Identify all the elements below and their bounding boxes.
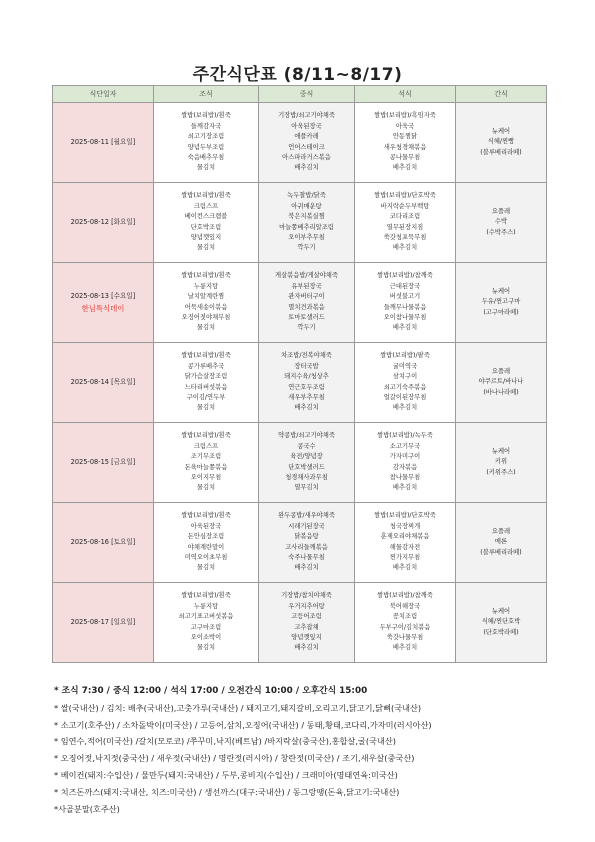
dinner-item: 쌀밥(보리밥)/녹두죽 [377,432,433,440]
lunch-item: 시래기된장국 [288,522,325,530]
snack-item: (수박주스) [486,228,516,236]
dinner-item: 들깨무나물볶음 [383,303,427,311]
snack-item: 뉴케어 [491,447,511,455]
breakfast-item: 닭가슴살장조림 [184,373,228,381]
snack-cell [456,583,547,663]
lunch-item: 아귀매운탕 [291,202,322,210]
page-title: 주간식단표 (8/11~8/17) [192,65,403,85]
snack-item: 키위 [494,458,508,466]
dinner-item: 참나물무침 [389,473,421,481]
header-lunch: 중식 [259,86,355,103]
weekly-menu-table [52,85,547,663]
lunch-item: 고사리들깨볶음 [285,543,328,551]
dinner-item: 북어해장국 [389,602,421,610]
date-label: 2025-08-15 [금요일] [70,458,136,467]
table-body [53,103,547,663]
breakfast-item: 누룽지탕 [193,282,219,290]
breakfast-item: 쌀밥(보리밥)/흰죽 [181,352,231,360]
lunch-item: 배추김치 [294,644,319,652]
table-row [53,103,547,183]
lunch-item: 게살볶음밥/게살야채죽 [275,272,338,280]
dinner-cell [355,583,456,663]
lunch-item: 기장밥/쇠고기야채죽 [278,112,335,120]
snack-item: 요플레 [491,367,511,375]
date-label: 2025-08-17 [일요일] [70,618,136,627]
breakfast-item: 미역오이초무침 [184,553,228,561]
dinner-item: 쌀밥(보리밥)/단호박죽 [374,192,436,200]
lunch-item: 차조밥/전복야채죽 [281,352,332,360]
snack-item: (바나나라떼) [483,388,519,396]
snack-cell [456,103,547,183]
snack-item: 식혜/찐단호박 [481,618,521,626]
breakfast-item: 조기무조림 [190,453,222,461]
snack-item: (단호박라떼) [483,628,519,636]
date-cell [53,503,154,583]
dinner-item: 코다리조림 [389,213,421,221]
breakfast-item: 쌀밥(보리밥)/흰죽 [181,272,231,280]
breakfast-cell [154,183,259,263]
snack-cell [456,423,547,503]
breakfast-item: 숙음배추무침 [187,153,225,161]
lunch-cell [259,343,355,423]
dinner-item: 얼갈이된장무침 [383,393,427,401]
table-header-row [53,86,547,103]
date-label: 2025-08-13 [수요일] [70,291,136,300]
breakfast-item: 야채계란말이 [187,543,225,551]
dinner-item: 쌀밥(보리밥)/참깨죽 [377,592,433,600]
breakfast-item: 쌀밥(보리밥)/흰죽 [181,112,231,120]
dinner-item: 배추김치 [392,484,418,492]
dinner-cell [355,343,456,423]
special-day-note: 한님특식데이 [81,304,125,313]
snack-item: 두유/찐고구마 [481,298,521,306]
lunch-item: 깍두기 [297,324,316,332]
dinner-item: 해물감자전 [389,543,421,551]
breakfast-item: 쌀밥(보리밥)/흰죽 [181,432,231,440]
breakfast-item: 어묵새송이볶음 [184,303,228,311]
lunch-cell [259,103,355,183]
origin-line: *사골분말(호주산) [54,803,120,814]
lunch-item: 연근호두조림 [288,383,325,391]
breakfast-item: 오이소박이 [190,633,222,641]
date-cell [53,583,154,663]
dinner-item: 소고기무국 [389,442,421,450]
date-label: 2025-08-12 [화요일] [70,218,136,227]
lunch-cell [259,183,355,263]
breakfast-item: 콩가루배추국 [187,362,225,370]
breakfast-item: 아욱된장국 [190,522,222,530]
breakfast-item: 날치알계란찜 [187,293,225,301]
dinner-item: 가자미구이 [389,453,421,461]
snack-cell [456,343,547,423]
origin-line: * 쌀(국내산) / 김치: 배추(국내산),고춧가루(국내산) / 돼지고기,돼지갈비,오리고기,닭고기,닭뼈(국내산) [54,702,422,713]
breakfast-item: 물김치 [196,404,216,412]
snack-item: 요플레 [491,527,511,535]
dinner-item: 쌀밥(보리밥)/팥죽 [380,352,430,360]
breakfast-item: 크림스프 [193,202,219,210]
dinner-cell [355,183,456,263]
lunch-item: 관자버터구이 [288,293,325,301]
snack-item: 수박 [494,218,508,226]
dinner-item: 찐가지무침 [389,553,421,561]
lunch-item: 양념깻잎지 [291,633,322,641]
lunch-item: 돼지수육/청상추 [284,373,329,381]
table-row [53,423,547,503]
lunch-item: 마늘쫑베추리알조림 [279,223,334,231]
dinner-item: 배추김치 [392,324,418,332]
dinner-item: 오이참나물무침 [383,313,427,321]
date-label: 2025-08-11 [월요일] [70,138,136,147]
snack-cell [456,263,547,343]
table-row [53,343,547,423]
dinner-item: 안동찜닭 [392,133,418,141]
lunch-cell [259,263,355,343]
date-label: 2025-08-16 [토요일] [70,538,136,547]
origin-line: * 베이컨(돼지:수입산) / 물만두(돼지:국내산) / 두부,콩비지(수입산) / 크래미아(명태연육:미국산) [54,769,398,780]
origin-line: * 오징어젓,낙지젓(중국산) / 새우젓(국내산) / 명란젓(러시아) / 창란젓(미국산) / 조기,새우살(중국산) [54,753,415,764]
date-cell [53,423,154,503]
breakfast-item: 구이김/연두부 [186,393,226,401]
breakfast-cell [154,583,259,663]
dinner-item: 삼치구이 [392,373,418,381]
table-row [53,263,547,343]
snack-item: 메론 [494,538,508,546]
snack-cell [456,183,547,263]
lunch-item: 기장밥/참치야채죽 [281,592,332,600]
dinner-item: 쑥갓청포묵무침 [383,233,427,241]
breakfast-item: 쌀밥(보리밥)/흰죽 [181,512,231,520]
snack-item: 야쿠르트/바나나 [478,378,524,386]
date-label: 2025-08-14 [목요일] [70,378,136,387]
lunch-item: 유부된장국 [291,282,322,290]
lunch-item: 청경채사과무침 [285,473,328,481]
breakfast-cell [154,423,259,503]
snack-item: 식혜/찐빵 [487,138,515,146]
lunch-item: 토마토샐러드 [288,313,325,321]
breakfast-item: 누룽지탕 [193,602,219,610]
lunch-item: 오이부추무침 [288,233,325,241]
lunch-item: 깍두기 [297,244,316,252]
dinner-item: 쌀밥(보리밥)/단호박죽 [374,512,436,520]
lunch-item: 고추잡채 [294,623,319,631]
lunch-item: 우거지추어탕 [288,602,325,610]
snack-item: 뉴케어 [491,127,511,135]
breakfast-item: 돈육마늘쫑볶음 [184,463,228,471]
breakfast-item: 오징어젓야채무침 [181,313,231,321]
table-row [53,183,547,263]
snack-item: (키위주스) [486,468,516,476]
dinner-item: 근대된장국 [389,282,421,290]
breakfast-item: 고구마조림 [190,623,222,631]
dinner-item: 굴미역국 [392,362,418,370]
notes-section [54,683,574,817]
snack-item: 요플레 [491,207,511,215]
dinner-item: 쑥갓나물무침 [386,633,424,641]
dinner-item: 쇠고기숙주볶음 [383,383,427,391]
origin-info [54,700,574,818]
lunch-item: 언어스테이크 [288,143,325,151]
dinner-item: 쌀밥(보리밥)/참깨죽 [377,272,433,280]
dinner-item: 열무된장지짐 [386,223,424,231]
lunch-item: 배추김치 [294,404,319,412]
lunch-item: 열무김치 [294,484,319,492]
breakfast-item: 물김치 [196,324,216,332]
breakfast-item: 물김치 [196,564,216,572]
snack-item: (블루베리라떼) [480,548,522,556]
breakfast-item: 느타리버섯볶음 [184,383,228,391]
breakfast-item: 쌀밥(보리밥)/흰죽 [181,192,231,200]
dinner-cell [355,423,456,503]
breakfast-item: 들깨감자국 [190,122,222,130]
lunch-item: 아욱된장국 [291,122,322,130]
breakfast-item: 베이컨스크램블 [184,213,228,221]
dinner-item: 콩나물무침 [389,153,421,161]
lunch-item: 고등어조림 [291,613,322,621]
date-cell [53,183,154,263]
breakfast-item: 크림스프 [193,442,219,450]
header-date: 식단일자 [53,86,154,103]
breakfast-item: 물김치 [196,244,216,252]
snack-cell [456,503,547,583]
lunch-cell [259,503,355,583]
dinner-item: 청국장찌개 [389,522,421,530]
dinner-cell [355,103,456,183]
lunch-item: 장터국밥 [294,362,319,370]
breakfast-cell [154,263,259,343]
lunch-item: 배추김치 [294,564,319,572]
breakfast-item: 물김치 [196,164,216,172]
lunch-item: 북은지볶실찜 [288,213,325,221]
snack-item: 뉴케어 [491,607,511,615]
table-row [53,503,547,583]
lunch-item: 육전/양념장 [290,453,323,461]
dinner-cell [355,503,456,583]
dinner-cell [355,263,456,343]
dinner-item: 배추김치 [392,644,418,652]
dinner-item: 배추김치 [392,404,418,412]
dinner-item: 꽁치조림 [392,613,418,621]
header-dinner: 석식 [355,86,456,103]
lunch-item: 완두콩밥/새우야채죽 [278,512,335,520]
lunch-item: 새우부추무침 [288,393,325,401]
snack-item: (블루베리라떼) [480,148,522,156]
dinner-item: 아욱국 [395,122,415,130]
dinner-item: 배추김치 [392,244,418,252]
lunch-cell [259,423,355,503]
breakfast-cell [154,343,259,423]
lunch-item: 배추김치 [294,164,319,172]
date-cell [53,343,154,423]
breakfast-item: 쇠고기장조림 [187,133,225,141]
header-breakfast: 조식 [154,86,259,103]
dinner-item: 배추김치 [392,164,418,172]
lunch-item: 멸치견과볶음 [288,303,325,311]
date-cell [53,263,154,343]
lunch-item: 콩국수 [297,442,316,450]
breakfast-item: 단호박조림 [190,223,222,231]
lunch-item: 녹두찰밥/닭죽 [287,192,326,200]
dinner-item: 바지락순두부백탕 [380,202,430,210]
breakfast-cell [154,103,259,183]
breakfast-cell [154,503,259,583]
breakfast-item: 양념두부조림 [187,143,225,151]
lunch-item: 닭볶음탕 [294,533,319,541]
origin-line: * 임연수,적어(미국산) /갈치(모로코) /쭈꾸미,낙지(베트남) /바지락살(중국산),홍합살,굴(국내산) [54,736,396,747]
breakfast-item: 물김치 [196,484,216,492]
meal-hours: * 조식 7:30 / 중식 12:00 / 석식 17:00 / 오전간식 10:00 / 오후간식 15:00 [54,686,368,696]
breakfast-item: 돈안심장조림 [187,533,225,541]
date-cell [53,103,154,183]
lunch-item: 단호박샐러드 [288,463,325,471]
snack-item: 뉴케어 [491,287,511,295]
breakfast-item: 오이지무침 [190,473,222,481]
lunch-item: 애플카레 [294,133,319,141]
breakfast-item: 쇠고기표고버섯볶음 [178,613,234,621]
dinner-item: 두부구이/김치볶음 [379,623,431,631]
dinner-item: 버섯불고기 [389,293,421,301]
breakfast-item: 쌀밥(보리밥)/흰죽 [181,592,231,600]
dinner-item: 쌀밥(보리밥)/흑임자죽 [374,112,436,120]
origin-line: * 소고기(호주산) / 소차돌박이(미국산) / 고등어,삼치,오징어(국내산) / 동태,황태,코다리,가자미(러시아산) [54,719,432,730]
header-snack: 간식 [456,86,547,103]
breakfast-item: 물김치 [196,644,216,652]
breakfast-item: 양념깻잎지 [190,233,222,241]
lunch-item: 약콩밥/쇠고기야채죽 [278,432,335,440]
snack-item: (고구마라떼) [483,308,519,316]
lunch-item: 숙주나물무침 [288,553,325,561]
table-row [53,583,547,663]
dinner-item: 새우청경채볶음 [383,143,427,151]
dinner-item: 감자볶음 [392,463,418,471]
dinner-item: 배추김치 [392,564,418,572]
lunch-cell [259,583,355,663]
origin-line: * 치즈돈까스(돼지:국내산, 치즈:미국산) / 생선까스(대구:국내산) / 동그랑땡(돈육,닭고기:국내산) [54,786,400,797]
dinner-item: 훈제오리야채볶음 [380,533,430,541]
lunch-item: 아스파라거스볶음 [282,153,331,161]
